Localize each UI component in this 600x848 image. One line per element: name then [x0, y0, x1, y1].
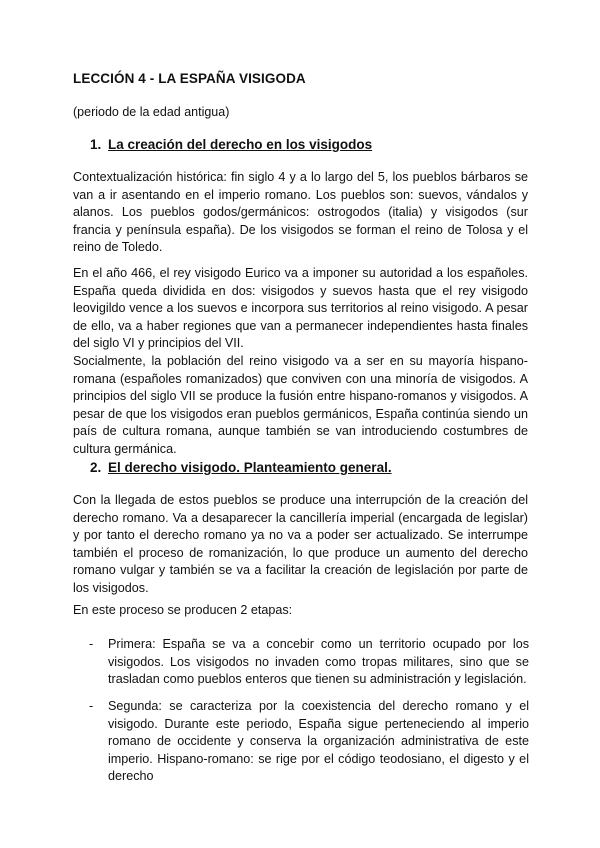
section-title: La creación del derecho en los visigodos — [108, 137, 373, 152]
document-title: LECCIÓN 4 - LA ESPAÑA VISIGODA — [73, 71, 306, 86]
section-heading-2 — [90, 460, 392, 475]
section-number: 1. — [90, 137, 102, 152]
paragraph: Con la llegada de estos pueblos se produce una interrupción de la creación del derecho romano. Va a desaparecer la cancillería imperial (encargada de legislar) y por tanto el derecho romano ya no va a poder ser actualizado. Se interrumpe también el proceso de romanización, lo que produce un aumento del derecho romano vulgar y también se va a facilitar la creación de legislación por parte de los visigodos. — [73, 493, 528, 595]
paragraph: Contextualización histórica: fin siglo 4 y a lo largo del 5, los pueblos bárbaros se van a ir asentando en el imperio romano. Los pueblos son: suevos, vándalos y alanos. Los pueblos godos/germánicos: ostrogodos (italia) y visigodos (sur francia y península españa). De los visigodos se forman el reino de Tolosa y el reino de Toledo. — [73, 170, 528, 254]
list-item-text: Primera: España se va a concebir como un territorio ocupado por los visigodos. Los visigodos no invaden como tropas militares, sino que se trasladan como pueblos enteros que tienen su administración y legislación. — [108, 637, 529, 686]
section-heading-1 — [90, 137, 372, 152]
list-item — [89, 698, 529, 786]
list-bullet: - — [89, 699, 94, 713]
list-bullet: - — [89, 637, 94, 651]
list-item — [89, 636, 529, 689]
paragraph: En este proceso se producen 2 etapas: — [73, 603, 293, 617]
document-subtitle: (periodo de la edad antigua) — [73, 105, 230, 119]
paragraph: Socialmente, la población del reino visigodo va a ser en su mayoría hispano-romana (españoles romanizados) que conviven con una minoría de visigodos. A principios del siglo VII se produce la fusión entre hispano-romanos y visigodos. A pesar de que los visigodos eran pueblos germánicos, España continúa siendo un país de cultura romana, aunque también se van introduciendo costumbres de cultura germánica. — [73, 354, 528, 456]
paragraph: En el año 466, el rey visigodo Eurico va a imponer su autoridad a los españoles. España queda dividida en dos: visigodos y suevos hasta que el rey visigodo leovigildo vence a los suevos e incorpora sus territorios al reino visigodo. A pesar de ello, va a haber regiones que van a permanecer independientes hasta finales del siglo VI y principios del VII. — [73, 266, 528, 350]
section-title: El derecho visigodo. Planteamiento general. — [108, 460, 392, 475]
list-item-text: Segunda: se caracteriza por la coexistencia del derecho romano y el visigodo. Durante este periodo, España sigue perteneciendo al imperio romano de occidente y conserva la organización administrativa de este imperio. Hispano-romano: se rige por el código teodosiano, el digesto y el derecho — [108, 699, 529, 783]
section-number: 2. — [90, 460, 102, 475]
